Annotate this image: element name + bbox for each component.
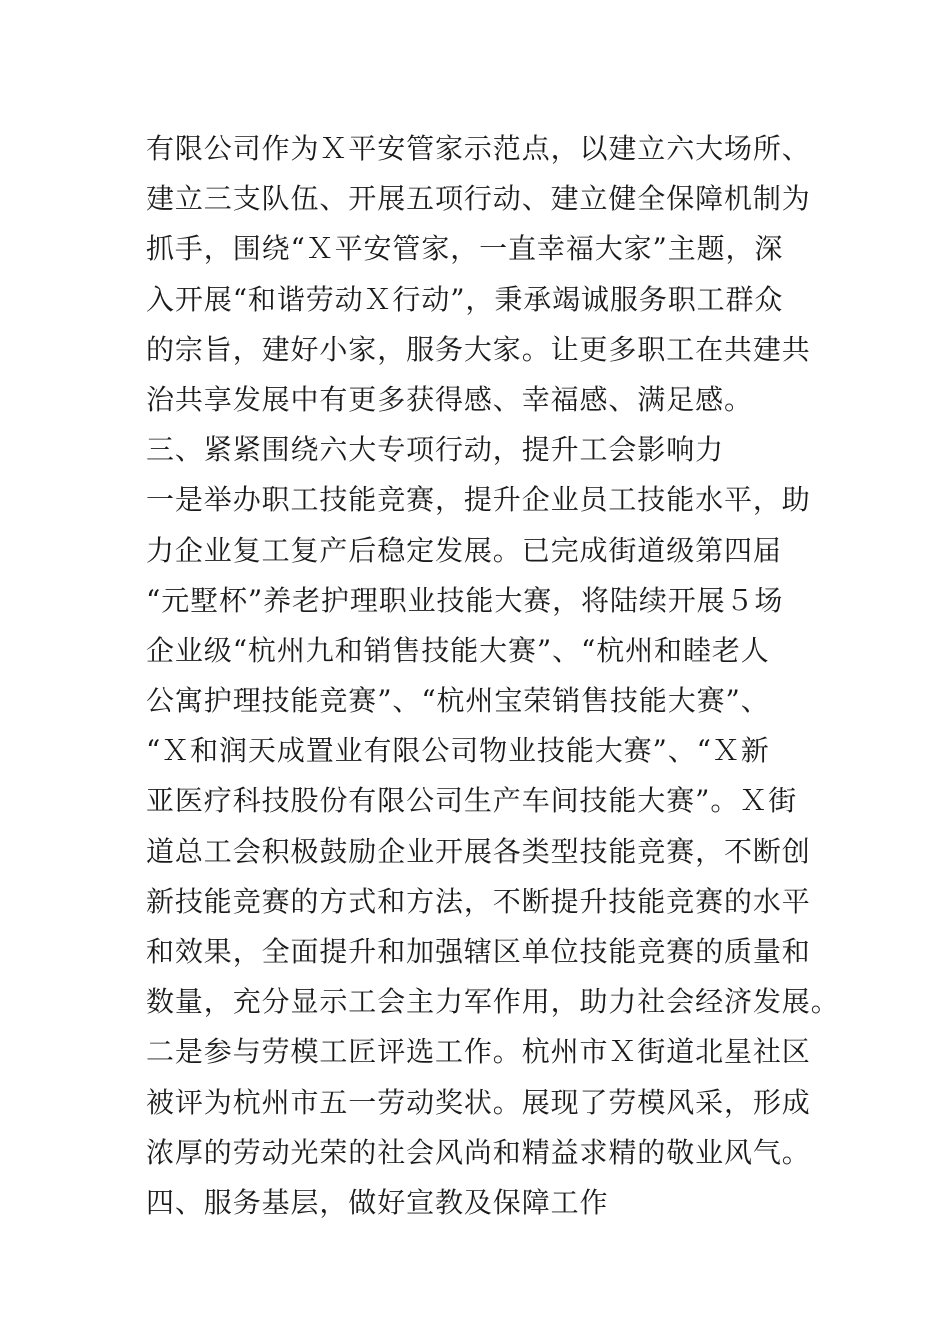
text-line: 二是参与劳模工匠评选工作。杭州市Ｘ街道北星社区	[146, 1035, 811, 1069]
text-line: 力企业复工复产后稳定发展。已完成街道级第四届	[146, 533, 782, 567]
text-line: 亚医疗科技股份有限公司生产车间技能大赛”。Ｘ街	[146, 784, 798, 818]
text-line: 企业级“杭州九和销售技能大赛”、“杭州和睦老人	[146, 633, 770, 667]
section-heading: 三、紧紧围绕六大专项行动，提升工会影响力	[146, 433, 725, 467]
text-line: 一是举办职工技能竞赛，提升企业员工技能水平，助	[146, 483, 811, 517]
text-line: 浓厚的劳动光荣的社会风尚和精益求精的敬业风气。	[146, 1135, 811, 1169]
text-line: 治共享发展中有更多获得感、幸福感、满足感。	[146, 382, 753, 416]
text-line: “元墅杯”养老护理职业技能大赛，将陆续开展５场	[146, 583, 784, 617]
text-line: 被评为杭州市五一劳动奖状。展现了劳模风采，形成	[146, 1085, 811, 1119]
text-line: 建立三支队伍、开展五项行动、建立健全保障机制为	[146, 182, 811, 216]
text-line: “Ｘ和润天成置业有限公司物业技能大赛”、“Ｘ新	[146, 734, 770, 768]
body-text	[146, 124, 846, 1228]
section-heading: 四、服务基层，做好宣教及保障工作	[146, 1185, 609, 1219]
text-line: 入开展“和谐劳动Ｘ行动”，秉承竭诚服务职工群众	[146, 282, 784, 316]
text-line: 新技能竞赛的方式和方法，不断提升技能竞赛的水平	[146, 884, 811, 918]
text-line: 抓手，围绕“Ｘ平安管家，一直幸福大家”主题，深	[146, 232, 784, 266]
text-line: 公寓护理技能竞赛”、“杭州宝荣销售技能大赛”、	[146, 684, 770, 718]
text-line: 和效果，全面提升和加强辖区单位技能竞赛的质量和	[146, 935, 811, 968]
text-line: 的宗旨，建好小家，服务大家。让更多职工在共建共	[146, 332, 811, 366]
text-line: 道总工会积极鼓励企业开展各类型技能竞赛，不断创	[146, 834, 811, 868]
text-line: 有限公司作为Ｘ平安管家示范点，以建立六大场所、	[146, 132, 811, 165]
text-line: 数量，充分显示工会主力军作用，助力社会经济发展。	[146, 985, 840, 1019]
